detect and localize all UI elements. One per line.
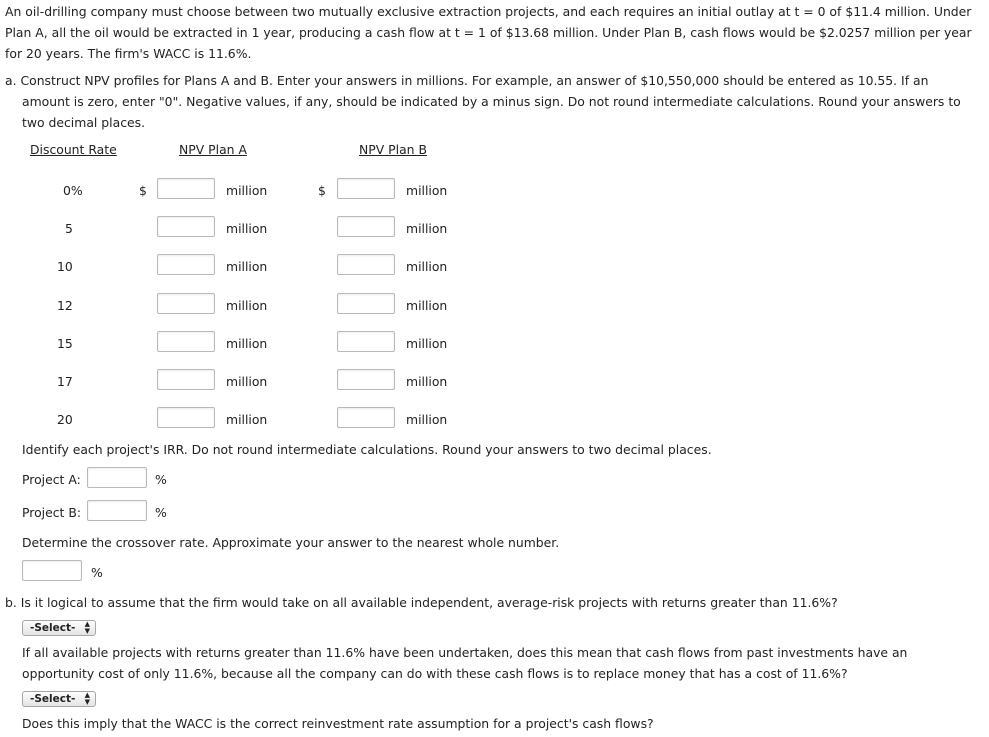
updown-arrows-icon: ▲ ▼	[84, 691, 90, 706]
npv-plan-b-input-1[interactable]	[337, 216, 395, 237]
select-dropdown-2[interactable]	[22, 691, 96, 707]
unit-label-b: million	[406, 221, 448, 236]
part-b-question-1: b. Is it logical to assume that the firm would take on all available independent, average-risk projects with returns greater than 11.6%?	[5, 595, 838, 610]
rate-label: 12	[57, 298, 73, 313]
unit-label-a: million	[226, 374, 268, 389]
irr-prompt: Identify each project's IRR. Do not round intermediate calculations. Round your answers to two decimal places.	[22, 442, 712, 457]
npv-plan-b-input-2[interactable]	[337, 254, 395, 275]
rate-label: 5	[65, 221, 73, 236]
part-b-question-2: If all available projects with returns greater than 11.6% have been undertaken, does this mean that cash flows from past investments have an opportunity cost of only 11.6%, because all the company can do with these cash flows is to replace money that has a cost of 11.6%?	[22, 645, 908, 681]
updown-arrows-icon: ▲ ▼	[84, 620, 90, 635]
npv-plan-a-input-5[interactable]	[157, 369, 215, 390]
unit-label-b: million	[406, 412, 448, 427]
select-label: -Select-	[30, 622, 76, 634]
percent-sign: %	[155, 472, 167, 487]
percent-sign: %	[155, 505, 167, 520]
rate-label: 10	[57, 259, 73, 274]
crossover-rate-input[interactable]	[22, 560, 82, 581]
project-a-label: Project A:	[22, 472, 81, 487]
npv-plan-a-input-1[interactable]	[157, 216, 215, 237]
currency-symbol-a: $	[139, 183, 147, 198]
unit-label-b: million	[406, 374, 448, 389]
rate-label: 17	[57, 374, 73, 389]
npv-plan-b-input-6[interactable]	[337, 407, 395, 428]
part-a-instructions	[5, 70, 980, 133]
irr-project-a-input[interactable]	[87, 467, 147, 488]
unit-label-a: million	[226, 183, 268, 198]
npv-plan-b-input-3[interactable]	[337, 293, 395, 314]
rate-label: 0%	[63, 183, 83, 198]
unit-label-a: million	[226, 298, 268, 313]
unit-label-b: million	[406, 298, 448, 313]
rate-label: 15	[57, 336, 73, 351]
unit-label-a: million	[226, 259, 268, 274]
header-discount-rate: Discount Rate	[30, 142, 117, 157]
npv-plan-a-input-4[interactable]	[157, 331, 215, 352]
header-npv-plan-b: NPV Plan B	[359, 142, 427, 157]
part-b-question-3: Does this imply that the WACC is the correct reinvestment rate assumption for a project's cash flows?	[22, 716, 654, 731]
unit-label-b: million	[406, 183, 448, 198]
npv-plan-a-input-0[interactable]	[157, 178, 215, 199]
npv-plan-b-input-0[interactable]	[337, 178, 395, 199]
part-a-text: a. Construct NPV profiles for Plans A and B. Enter your answers in millions. For example, an answer of $10,550,000 should be entered as 10.55. If an amount is zero, enter "0". Negative values, if any, should be indicated by a minus sign. Do not round intermediate calculations. Round your answers to two decimal places.	[5, 73, 961, 130]
npv-plan-a-input-6[interactable]	[157, 407, 215, 428]
unit-label-a: million	[226, 336, 268, 351]
problem-intro: An oil-drilling company must choose between two mutually exclusive extraction projects, and each requires an initial outlay at t = 0 of $11.4 million. Under Plan A, all the oil would be extracted in 1 year, producing a cash flow at t = 1 of $13.68 million. Under Plan B, cash flows would be $2.0257 million per year for 20 years. The firm's WACC is 11.6%.	[5, 4, 972, 61]
header-npv-plan-a: NPV Plan A	[179, 142, 247, 157]
unit-label-b: million	[406, 336, 448, 351]
npv-plan-a-input-2[interactable]	[157, 254, 215, 275]
crossover-prompt: Determine the crossover rate. Approximate your answer to the nearest whole number.	[22, 535, 560, 550]
currency-symbol-b: $	[318, 183, 326, 198]
select-dropdown-1[interactable]	[22, 620, 96, 636]
irr-project-b-input[interactable]	[87, 500, 147, 521]
project-b-label: Project B:	[22, 505, 82, 520]
npv-plan-b-input-4[interactable]	[337, 331, 395, 352]
npv-plan-a-input-3[interactable]	[157, 293, 215, 314]
unit-label-a: million	[226, 412, 268, 427]
percent-sign: %	[91, 565, 103, 580]
unit-label-b: million	[406, 259, 448, 274]
rate-label: 20	[57, 412, 73, 427]
unit-label-a: million	[226, 221, 268, 236]
select-label: -Select-	[30, 693, 76, 705]
npv-plan-b-input-5[interactable]	[337, 369, 395, 390]
